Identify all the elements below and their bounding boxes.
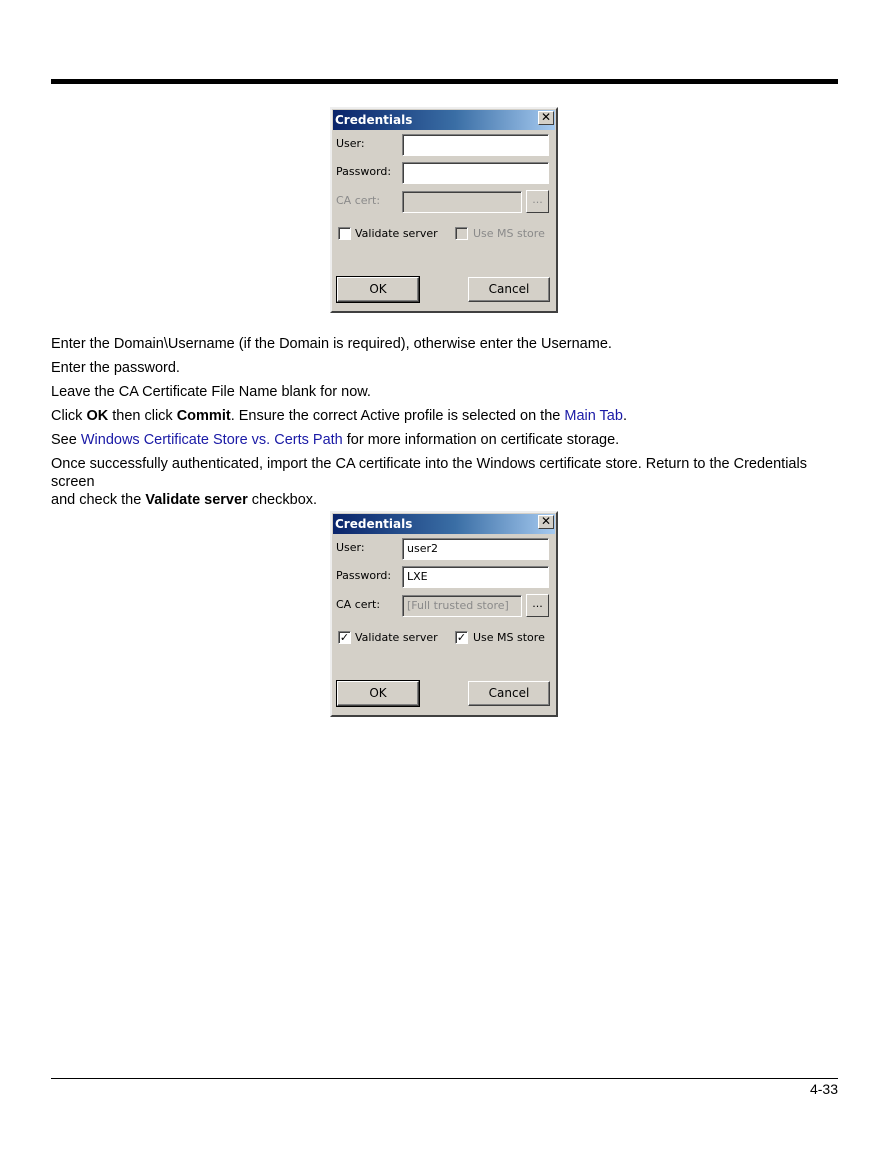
validate-server-label: Validate server	[355, 227, 438, 240]
user-label: User:	[336, 541, 365, 554]
credentials-dialog-empty	[330, 107, 558, 313]
ca-cert-input: [Full trusted store]	[402, 595, 522, 617]
validate-server-checkbox[interactable]	[338, 227, 351, 240]
user-label: User:	[336, 137, 365, 150]
browse-button[interactable]: ...	[526, 594, 549, 617]
ok-emphasis: OK	[86, 408, 109, 424]
text: for more information on certificate storage.	[342, 432, 620, 448]
close-icon[interactable]: ✕	[538, 515, 554, 529]
credentials-dialog-filled	[330, 511, 558, 717]
text: .	[622, 408, 627, 424]
step-password: Enter the password.	[51, 360, 180, 376]
text: then click	[108, 408, 177, 424]
step-see-cert-store	[51, 431, 851, 449]
dialog-title: Credentials	[333, 110, 555, 130]
main-tab-link[interactable]: Main Tab	[564, 408, 623, 424]
use-ms-store-label: Use MS store	[473, 631, 545, 644]
page-number: 4-33	[809, 1081, 838, 1097]
cancel-button[interactable]: Cancel	[468, 277, 550, 302]
commit-emphasis: Commit	[176, 408, 231, 424]
validate-server-emphasis: Validate server	[145, 492, 248, 508]
password-label: Password:	[336, 569, 392, 582]
text: checkbox.	[247, 492, 318, 508]
text: . Ensure the correct Active profile is selected on the	[230, 408, 565, 424]
validate-server-label: Validate server	[355, 631, 438, 644]
use-ms-store-checkbox[interactable]: ✓	[456, 631, 467, 644]
cert-store-link[interactable]: Windows Certificate Store vs. Certs Path	[80, 432, 343, 448]
footer-rule	[51, 1078, 838, 1079]
ca-cert-label: CA cert:	[336, 194, 381, 207]
password-label: Password:	[336, 165, 392, 178]
close-icon[interactable]: ✕	[538, 111, 554, 125]
step-ca-cert-blank: Leave the CA Certificate File Name blank for now.	[51, 384, 371, 400]
use-ms-store-checkbox	[455, 227, 468, 240]
step-domain-username: Enter the Domain\Username (if the Domain is required), otherwise enter the Username.	[51, 336, 612, 352]
text: Click	[51, 408, 87, 424]
text: See	[51, 432, 81, 448]
browse-button: ...	[526, 190, 549, 213]
dialog-title: Credentials	[333, 514, 555, 534]
text: and check the	[51, 492, 146, 508]
cancel-button[interactable]: Cancel	[468, 681, 550, 706]
ca-cert-label: CA cert:	[336, 598, 381, 611]
ok-button[interactable]: OK	[337, 681, 419, 706]
text: Once successfully authenticated, import the CA certificate into the Windows certificate store. Return to the Credentials screen	[51, 456, 807, 490]
use-ms-store-label: Use MS store	[473, 227, 545, 240]
user-input[interactable]	[402, 134, 549, 156]
password-input[interactable]: LXE	[402, 566, 549, 588]
password-input[interactable]	[402, 162, 549, 184]
header-rule	[51, 79, 838, 84]
step-import-ca	[51, 455, 851, 509]
ca-cert-input	[402, 191, 522, 213]
ok-button[interactable]: OK	[337, 277, 419, 302]
validate-server-checkbox[interactable]: ✓	[339, 631, 350, 644]
step-click-ok-commit	[51, 407, 851, 425]
user-input[interactable]: user2	[402, 538, 549, 560]
